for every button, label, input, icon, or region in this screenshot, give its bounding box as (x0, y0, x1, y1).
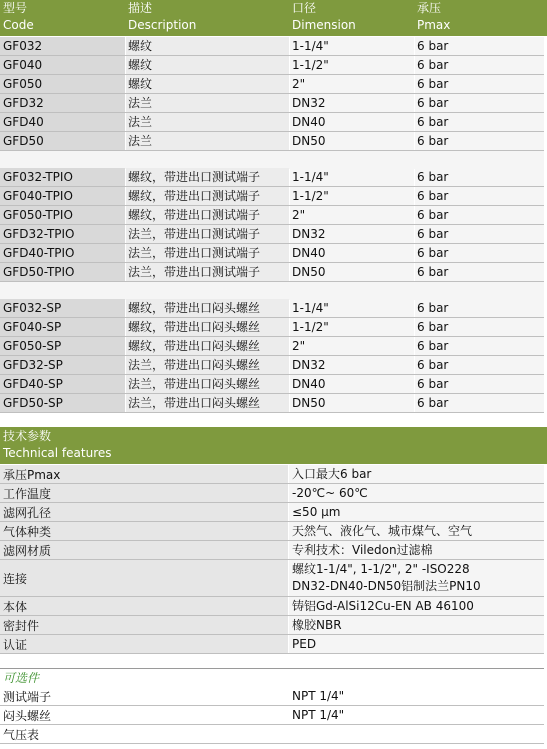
product-dim: DN40 (290, 375, 414, 393)
tech-label: 认证 (0, 635, 288, 653)
product-code: GF050-TPIO (0, 206, 125, 224)
product-pmax: 6 bar (415, 94, 544, 112)
product-dim: 1-1/2" (290, 56, 414, 74)
product-code: GFD50-TPIO (0, 263, 125, 281)
tech-value (289, 503, 544, 521)
tech-row (0, 503, 547, 521)
header-code-en: Code (3, 18, 34, 32)
product-pmax: 6 bar (415, 337, 544, 355)
product-pmax: 6 bar (415, 168, 544, 186)
tech-value-line: -20℃~ 60℃ (292, 485, 368, 500)
optional-row (0, 726, 547, 743)
group-spacer (0, 282, 544, 300)
header-desc-en: Description (128, 18, 197, 32)
header-code-cn: 型号 (3, 1, 28, 15)
product-desc: 螺纹，带进出口闷头螺丝 (126, 299, 289, 317)
header-pmax-cn: 承压 (417, 1, 442, 15)
tech-value (289, 635, 544, 653)
product-desc: 法兰，带进出口测试端子 (126, 244, 289, 262)
product-code: GFD32-TPIO (0, 225, 125, 243)
product-dim: 1-1/2" (290, 187, 414, 205)
product-pmax: 6 bar (415, 375, 544, 393)
product-code: GFD50 (0, 132, 125, 150)
tech-row (0, 522, 547, 540)
tech-value-line: 螺纹1-1/4", 1-1/2", 2" -ISO228 (292, 562, 470, 576)
product-pmax: 6 bar (415, 318, 544, 336)
product-pmax: 6 bar (415, 244, 544, 262)
product-code: GFD40 (0, 113, 125, 131)
product-desc: 螺纹 (126, 75, 289, 93)
header-dim-cn: 口径 (292, 1, 317, 15)
product-code: GF040-SP (0, 318, 125, 336)
optional-row (0, 688, 547, 705)
header-code (3, 0, 34, 34)
product-dim: DN50 (290, 132, 414, 150)
tech-value (289, 541, 544, 559)
tech-row (0, 560, 547, 596)
product-dim: DN40 (290, 113, 414, 131)
product-desc: 法兰 (126, 113, 289, 131)
product-code: GFD32 (0, 94, 125, 112)
product-pmax: 6 bar (415, 132, 544, 150)
product-code: GF050-SP (0, 337, 125, 355)
optional-label: 气压表 (0, 726, 288, 743)
tech-value-line: ≤50 μm (292, 504, 341, 519)
product-code: GF040 (0, 56, 125, 74)
tech-label: 密封件 (0, 616, 288, 634)
product-dim: 2" (290, 75, 414, 93)
product-code: GF032-TPIO (0, 168, 125, 186)
tech-label: 滤网孔径 (0, 503, 288, 521)
product-dim: DN32 (290, 225, 414, 243)
product-desc: 法兰 (126, 94, 289, 112)
product-code: GF032 (0, 37, 125, 55)
table-row (0, 94, 547, 112)
product-code: GFD50-SP (0, 394, 125, 412)
tech-value (289, 597, 544, 615)
table-row (0, 318, 547, 336)
tech-label: 滤网材质 (0, 541, 288, 559)
tech-label: 工作温度 (0, 484, 288, 502)
header-desc-cn: 描述 (128, 1, 153, 15)
header-dimension (292, 0, 356, 34)
optional-label: 闷头螺丝 (0, 707, 288, 724)
product-desc: 螺纹，带进出口闷头螺丝 (126, 318, 289, 336)
product-pmax: 6 bar (415, 299, 544, 317)
table-row (0, 337, 547, 355)
product-desc: 螺纹 (126, 37, 289, 55)
optional-value (289, 726, 544, 743)
tech-value-line: PED (292, 636, 317, 651)
product-desc: 法兰，带进出口测试端子 (126, 225, 289, 243)
tech-label: 本体 (0, 597, 288, 615)
table-row (0, 132, 547, 150)
optional-value (289, 707, 544, 724)
product-pmax: 6 bar (415, 225, 544, 243)
tech-value-line: 铸铝Gd-AlSi12Cu-EN AB 46100 (292, 598, 474, 613)
table-row (0, 187, 547, 205)
tech-value (289, 465, 544, 483)
divider (0, 668, 544, 669)
product-desc: 螺纹，带进出口测试端子 (126, 168, 289, 186)
tech-row (0, 465, 547, 483)
product-pmax: 6 bar (415, 263, 544, 281)
tech-title-en: Technical features (3, 446, 112, 460)
table-row (0, 263, 547, 281)
product-dim: 1-1/4" (290, 37, 414, 55)
product-desc: 螺纹，带进出口测试端子 (126, 206, 289, 224)
product-desc: 法兰，带进出口测试端子 (126, 263, 289, 281)
table-row (0, 37, 547, 55)
tech-features-header (0, 427, 547, 464)
tech-row (0, 484, 547, 502)
product-dim: 2" (290, 337, 414, 355)
product-dim: 2" (290, 206, 414, 224)
table-row (0, 356, 547, 374)
product-desc: 法兰，带进出口闷头螺丝 (126, 356, 289, 374)
product-desc: 法兰，带进出口闷头螺丝 (126, 375, 289, 393)
product-pmax: 6 bar (415, 394, 544, 412)
product-code: GF050 (0, 75, 125, 93)
table-row (0, 75, 547, 93)
tech-row (0, 635, 547, 653)
tech-value-line: 天然气、液化气、城市煤气、空气 (292, 523, 473, 538)
header-pmax (417, 0, 450, 34)
product-desc: 螺纹 (126, 56, 289, 74)
group-spacer (0, 151, 544, 169)
header-dim-en: Dimension (292, 18, 356, 32)
tech-value-line: DN32-DN40-DN50铝制法兰PN10 (292, 579, 481, 593)
product-dim: 1-1/4" (290, 299, 414, 317)
table-row (0, 225, 547, 243)
tech-row (0, 616, 547, 634)
tech-label: 连接 (0, 560, 288, 596)
optional-value (289, 688, 544, 705)
product-desc: 法兰，带进出口闷头螺丝 (126, 394, 289, 412)
optional-value-text: NPT 1/4" (292, 689, 345, 703)
tech-row (0, 541, 547, 559)
product-code: GF040-TPIO (0, 187, 125, 205)
optional-label: 测试端子 (0, 688, 288, 705)
product-dim: DN32 (290, 356, 414, 374)
product-pmax: 6 bar (415, 75, 544, 93)
product-pmax: 6 bar (415, 113, 544, 131)
table-row (0, 394, 547, 412)
product-desc: 螺纹，带进出口测试端子 (126, 187, 289, 205)
tech-value (289, 484, 544, 502)
header-description (128, 0, 196, 34)
product-pmax: 6 bar (415, 356, 544, 374)
product-pmax: 6 bar (415, 37, 544, 55)
product-desc: 螺纹，带进出口闷头螺丝 (126, 337, 289, 355)
tech-value-line: 专利技术：Viledon过滤棉 (292, 542, 433, 557)
table-row (0, 206, 547, 224)
product-code: GFD40-SP (0, 375, 125, 393)
table-row (0, 113, 547, 131)
header-pmax-en: Pmax (417, 18, 451, 32)
product-dim: DN50 (290, 394, 414, 412)
table-row (0, 299, 547, 317)
tech-label: 气体种类 (0, 522, 288, 540)
table-row (0, 244, 547, 262)
product-dim: 1-1/4" (290, 168, 414, 186)
product-dim: DN50 (290, 263, 414, 281)
product-table-header (0, 0, 547, 36)
product-code: GFD40-TPIO (0, 244, 125, 262)
tech-value (289, 616, 544, 634)
optional-title: 可选件 (3, 671, 40, 685)
tech-value-line: 橡胶NBR (292, 617, 342, 632)
product-dim: DN40 (290, 244, 414, 262)
product-pmax: 6 bar (415, 56, 544, 74)
tech-value (289, 522, 544, 540)
optional-row (0, 707, 547, 724)
tech-row (0, 597, 547, 615)
product-pmax: 6 bar (415, 187, 544, 205)
product-dim: 1-1/2" (290, 318, 414, 336)
product-desc: 法兰 (126, 132, 289, 150)
tech-value (289, 560, 544, 596)
product-dim: DN32 (290, 94, 414, 112)
table-row (0, 168, 547, 186)
table-row (0, 56, 547, 74)
optional-value-text: NPT 1/4" (292, 708, 345, 722)
product-pmax: 6 bar (415, 206, 544, 224)
tech-label: 承压Pmax (0, 465, 288, 483)
table-row (0, 375, 547, 393)
product-code: GF032-SP (0, 299, 125, 317)
tech-value-line: 入口最大6 bar (292, 466, 372, 481)
tech-title-cn: 技术参数 (3, 429, 52, 443)
product-code: GFD32-SP (0, 356, 125, 374)
